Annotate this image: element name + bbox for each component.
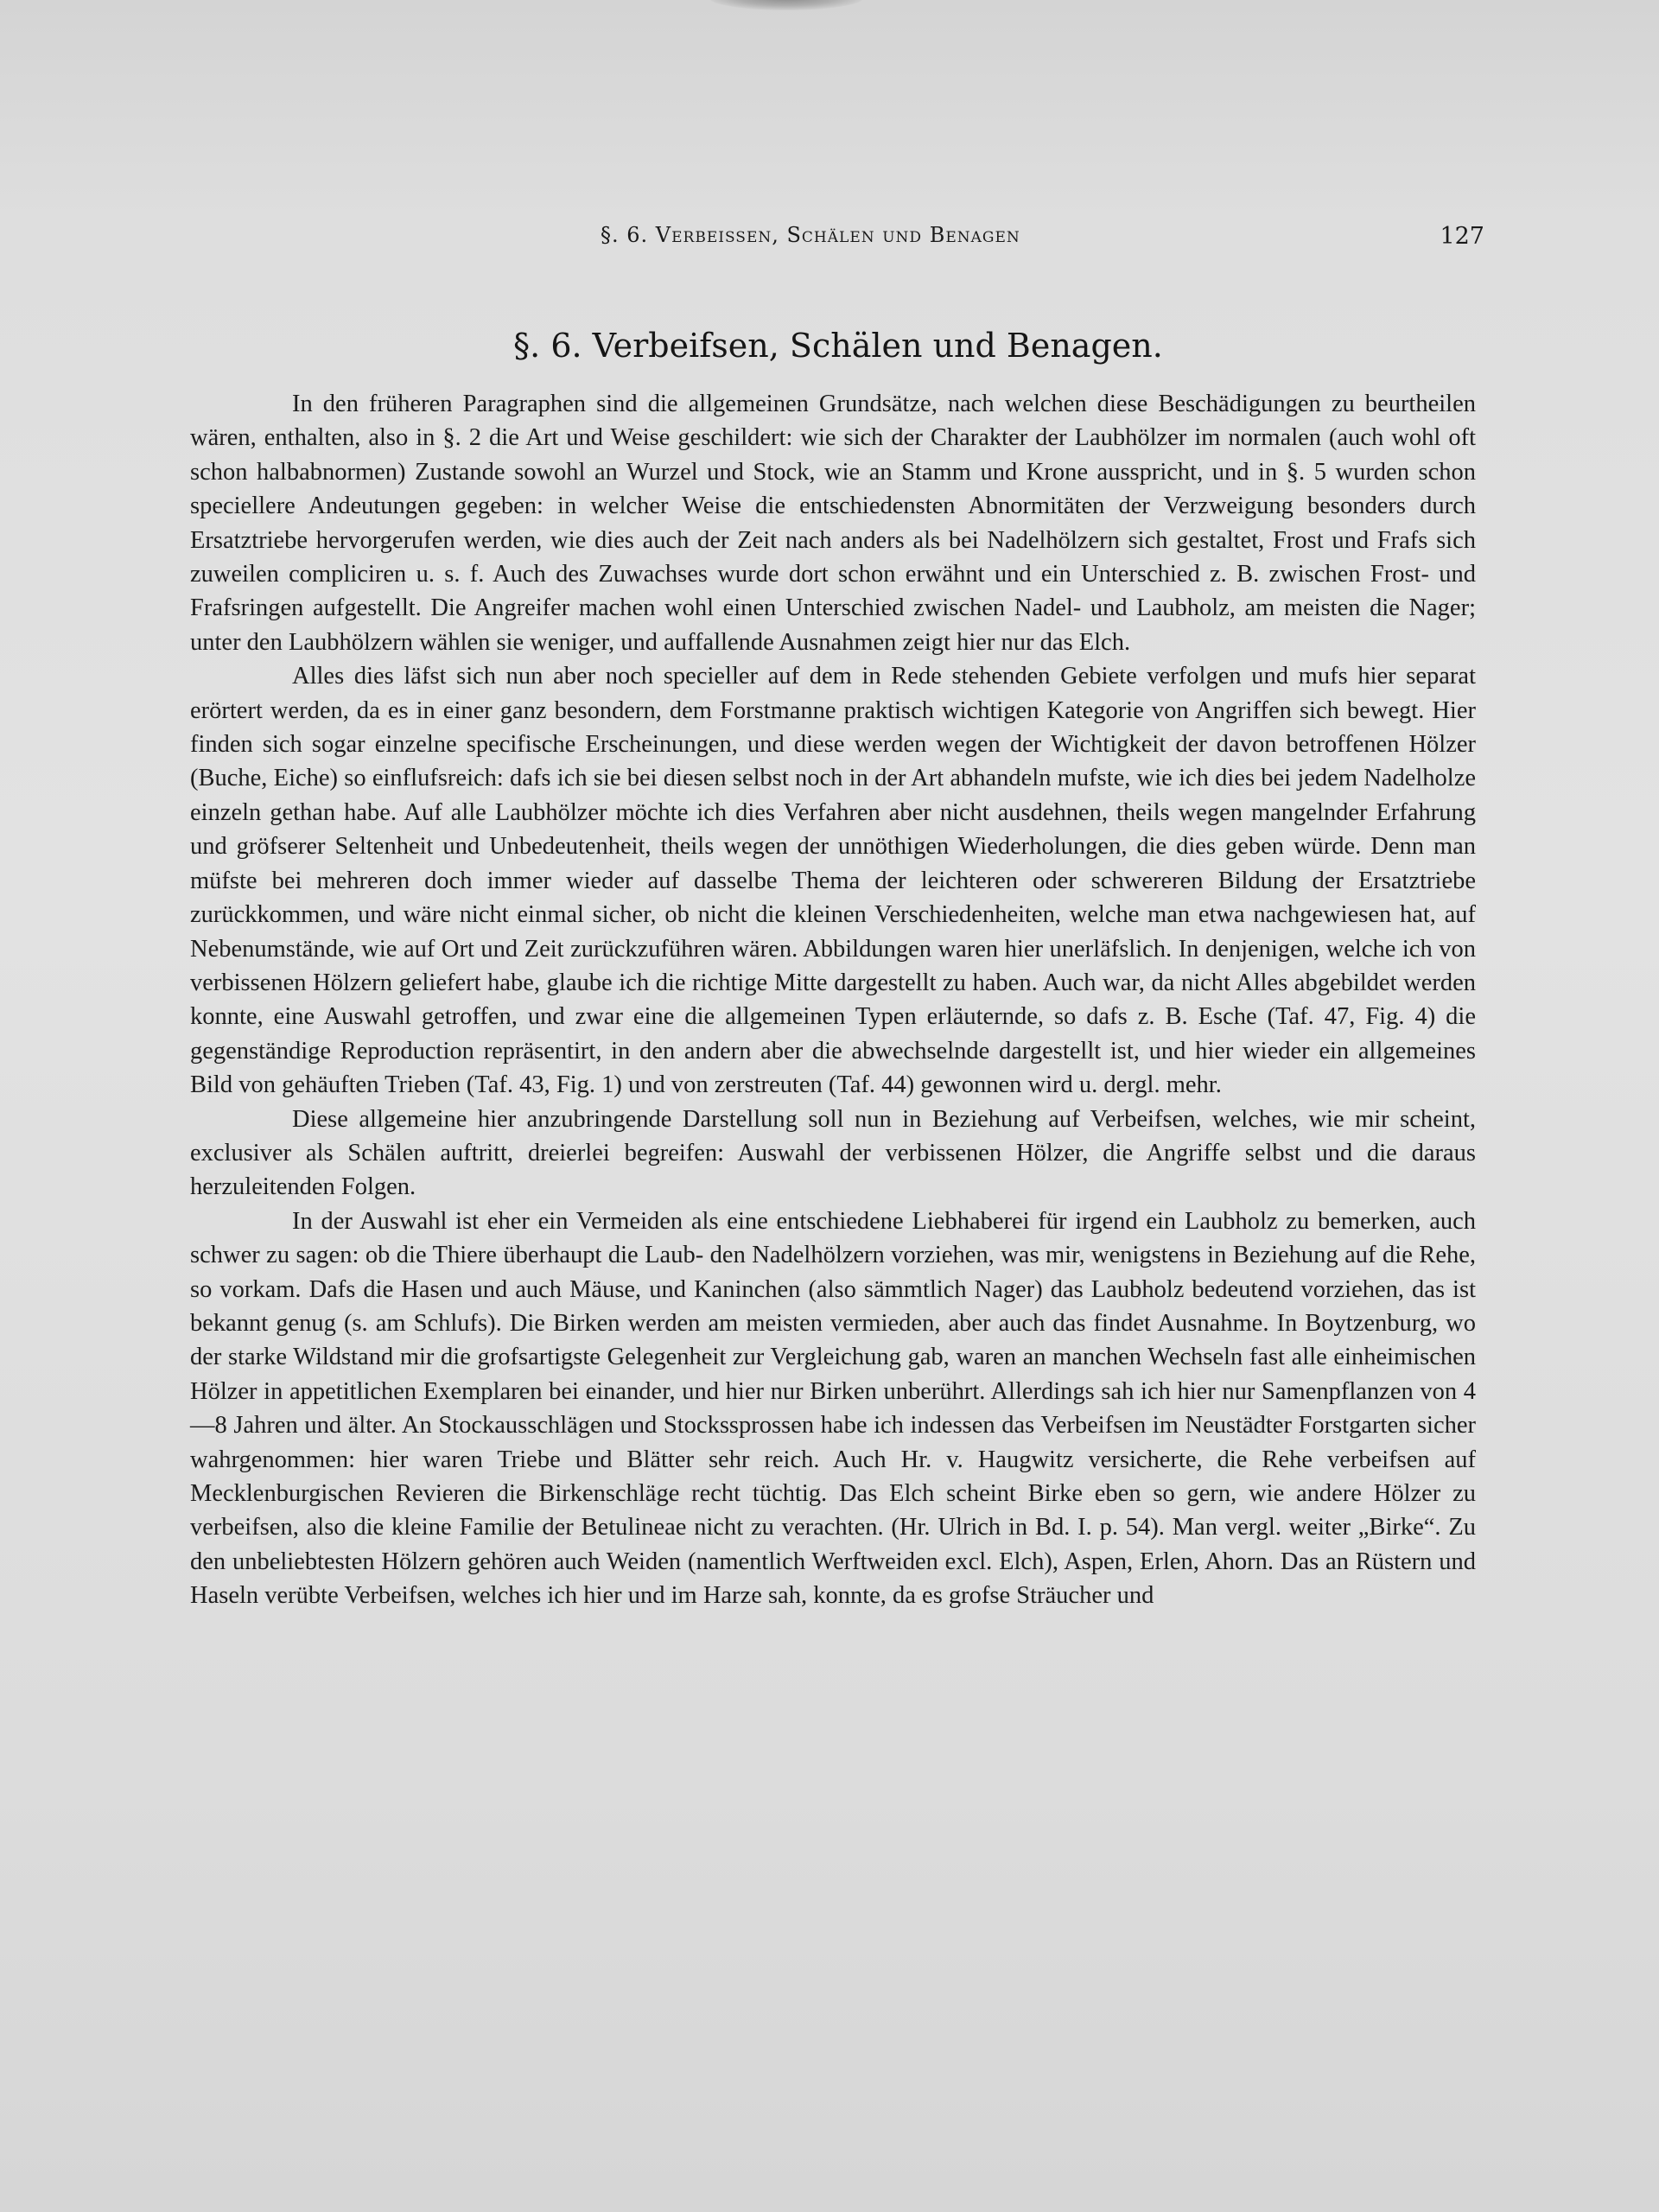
paragraph-4: In der Auswahl ist eher ein Vermeiden als eine entschiedene Liebhaberei für irgend ein Laubholz zu bemerken, auch schwer zu sagen: ob die Thiere überhaupt die Laub- den Nadelhölzern vorziehen, was mir, wenigstens in Beziehung auf die Rehe, so vorkam. Dafs die Hasen und auch Mäuse, und Kaninchen (also sämmtlich Nager) das Laubholz bedeutend vorziehen, das ist bekannt genug (s. am Schlufs). Die Birken werden am meisten vermieden, aber auch das findet Ausnahme. In Boytzenburg, wo der starke Wildstand mir die grofsartigste Gelegenheit zur Vergleichung gab, waren an manchen Wechseln fast alle einheimischen Hölzer in appetitlichen Exemplaren bei einander, und hier nur Birken unberührt. Allerdings sah ich hier nur Samenpflanzen von 4—8 Jahren und älter. An Stockausschlägen und Stockssprossen habe ich indessen das Verbeifsen im Neustädter Forstgarten sicher wahrgenommen: hier waren Triebe und Blätter sehr reich. Auch Hr. v. Haugwitz versicherte, die Rehe verbeifsen auf Mecklenburgischen Revieren die Birkenschläge recht tüchtig. Das Elch scheint Birke eben so gern, wie andere Hölzer zu verbeifsen, also die kleine Familie der Betulineae nicht zu verachten. (Hr. Ulrich in Bd. I. p. 54). Man vergl. weiter „Birke“. Zu den unbeliebtesten Hölzern gehören auch Weiden (namentlich Werftweiden excl. Elch), Aspen, Erlen, Ahorn. Das an Rüstern und Haseln verübte Verbeifsen, welches ich hier und im Harze sah, konnte, da es grofse Sträucher und bbox=[190, 1207, 1476, 1610]
running-head-title: §. 6. Verbeissen, Schälen und Benagen bbox=[601, 223, 1020, 247]
binding-shadow bbox=[709, 0, 864, 10]
running-head bbox=[190, 223, 1486, 257]
paragraph-3: Diese allgemeine hier anzubringende Darstellung soll nun in Beziehung auf Verbeifsen, welches, wie mir scheint, exclusiver als Schälen auftritt, dreierlei begreifen: Auswahl der verbissenen Hölzer, die Angriffe selbst und die daraus herzuleitenden Folgen. bbox=[190, 1105, 1476, 1201]
body-text bbox=[190, 387, 1476, 1613]
page-number: 127 bbox=[1440, 223, 1484, 250]
paragraph-2: Alles dies läfst sich nun aber noch specieller auf dem in Rede stehenden Gebiete verfolgen und mufs hier separat erörtert werden, da es in einer ganz besondern, dem Forstmanne praktisch wichtigen Kategorie von Angriffen sich bewegt. Hier finden sich sogar einzelne specifische Erscheinungen, und diese werden wegen der Wichtigkeit der davon betroffenen Hölzer (Buche, Eiche) so einflufsreich: dafs ich sie bei diesen selbst noch in der Art abhandeln mufste, wie ich dies bei jedem Nadelholze einzeln gethan habe. Auf alle Laubhölzer möchte ich dies Verfahren aber nicht ausdehnen, theils wegen mangelnder Erfahrung und gröfserer Seltenheit und Unbedeutenheit, theils wegen der unnöthigen Wiederholungen, die dies geben würde. Denn man müfste bei mehreren doch immer wieder auf dasselbe Thema der leichteren oder schwereren Bildung der Ersatztriebe zurückkommen, und wäre nicht einmal sicher, ob nicht die kleinen Verschiedenheiten, welche man etwa nachgewiesen hat, auf Nebenumstände, wie auf Ort und Zeit zurückzuführen wären. Abbildungen waren hier unerläfslich. In denjenigen, welche ich von verbissenen Hölzern geliefert habe, glaube ich die richtige Mitte dargestellt zu haben. Auch war, da nicht Alles abgebildet werden konnte, eine Auswahl getroffen, und zwar eine die allgemeinen Typen erläuternde, so dafs z. B. Esche (Taf. 47, Fig. 4) die gegenständige Reproduction repräsentirt, in den andern aber die abwechselnde dargestellt ist, und hier wieder ein allgemeines Bild von gehäuften Trieben (Taf. 43, Fig. 1) und von zerstreuten (Taf. 44) gewonnen wird u. dergl. mehr. bbox=[190, 663, 1476, 1099]
paragraph-1: In den früheren Paragraphen sind die allgemeinen Grundsätze, nach welchen diese Beschädigungen zu beurtheilen wären, enthalten, also in §. 2 die Art und Weise geschildert: wie sich der Charakter der Laubhölzer im normalen (auch wohl oft schon halbabnormen) Zustande sowohl an Wurzel und Stock, wie an Stamm und Krone ausspricht, und in §. 5 wurden schon speciellere Andeutungen gegeben: in welcher Weise die entschiedensten Abnormitäten der Verzweigung besonders durch Ersatztriebe hervorgerufen werden, wie dies auch der Zeit nach anders als bei Nadelhölzern sich gestaltet, Frost und Frafs sich zuweilen compliciren u. s. f. Auch des Zuwachses wurde dort schon erwähnt und ein Unterschied z. B. zwischen Frost- und Frafsringen aufgestellt. Die Angreifer machen wohl einen Unterschied zwischen Nadel- und Laubholz, am meisten die Nager; unter den Laubhölzern wählen sie weniger, und auffallende Ausnahmen zeigt hier nur das Elch. bbox=[190, 391, 1476, 656]
section-title: §. 6. Verbeifsen, Schälen und Benagen. bbox=[513, 327, 1163, 365]
